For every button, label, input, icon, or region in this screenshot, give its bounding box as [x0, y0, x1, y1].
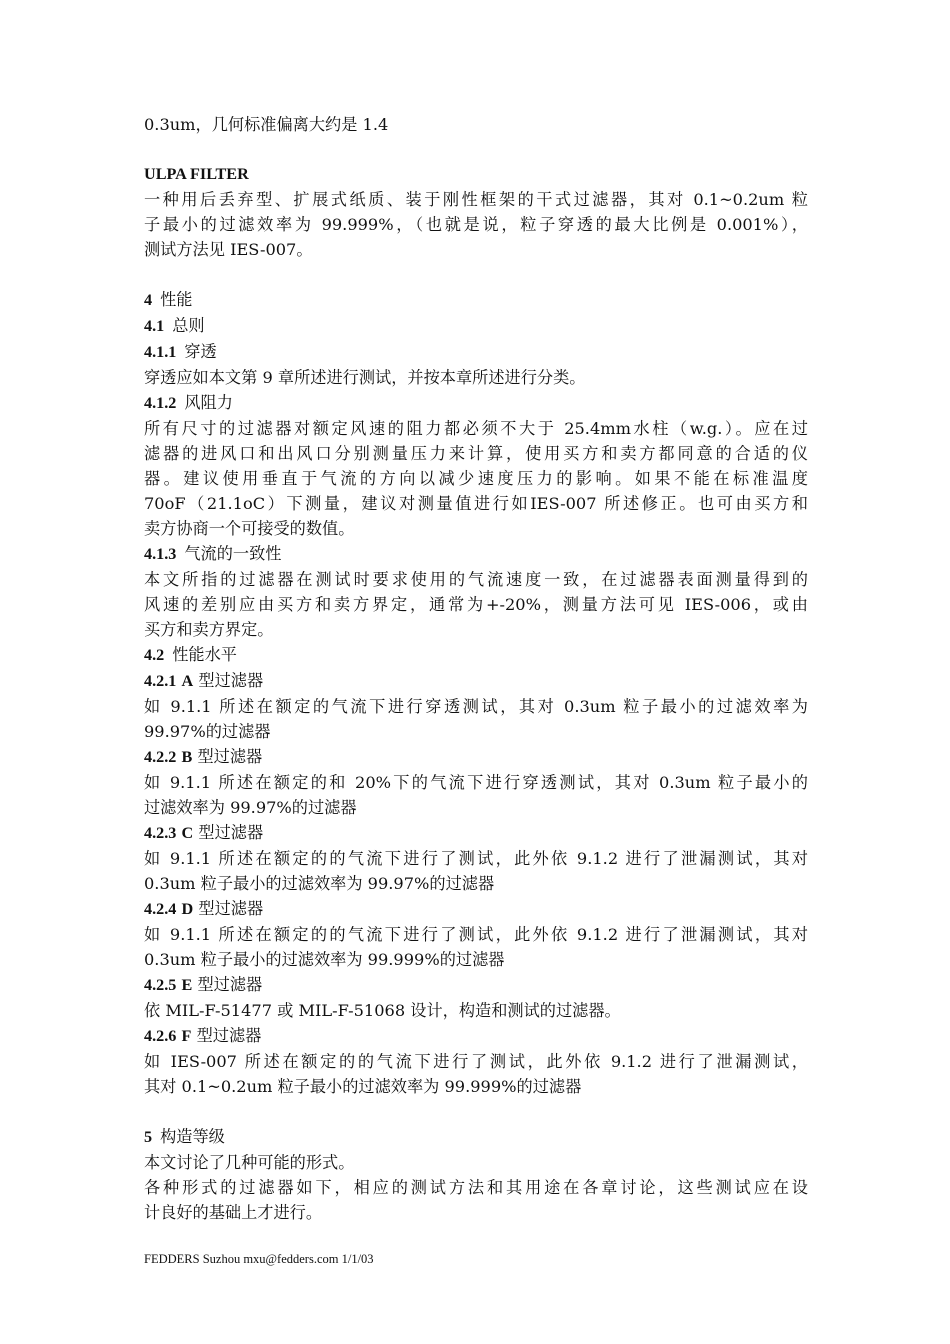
paragraph-line: 滤器的进风口和出风口分别测量压力来计算，使用买方和卖方都同意的合适的仪 — [144, 444, 808, 463]
section-number: 4.1.1 — [144, 343, 177, 361]
section-number: 4.2.5 — [144, 976, 177, 994]
filter-type-letter: E — [181, 976, 193, 994]
section-number: 4.2 — [144, 646, 165, 664]
paragraph-line: 本文讨论了几种可能的形式。 — [144, 1153, 355, 1172]
paragraph-line: 风速的差别应由买方和卖方界定，通常为+-20%，测量方法可见 IES-006，或由 — [144, 595, 808, 614]
filter-type-letter: F — [181, 1027, 192, 1045]
section-title: 性能水平 — [172, 645, 237, 664]
filter-type-a-heading — [144, 668, 808, 694]
paragraph-line: 计良好的基础上才进行。 — [144, 1203, 323, 1222]
intro-line: 0.3um，几何标准偏离大约是 1.4 — [144, 115, 389, 134]
spacer — [144, 137, 808, 162]
paragraph-line: 本文所指的过滤器在测试时要求使用的气流速度一致，在过滤器表面测量得到的 — [144, 570, 808, 589]
section-4-1-3-heading — [144, 541, 808, 567]
section-4-1-2-heading — [144, 390, 808, 416]
paragraph-line: 其对 0.1~0.2um 粒子最小的过滤效率为 99.999%的过滤器 — [144, 1077, 582, 1096]
document-body — [144, 112, 808, 1225]
page-footer: FEDDERS Suzhou mxu@fedders.com 1/1/03 — [144, 1252, 374, 1266]
section-title: 风阻力 — [184, 393, 233, 412]
section-number: 4 — [144, 291, 153, 309]
paragraph-line: 0.3um 粒子最小的过滤效率为 99.97%的过滤器 — [144, 874, 495, 893]
section-number: 4.2.1 — [144, 672, 177, 690]
section-title: 总则 — [172, 316, 205, 335]
paragraph-line: 卖方协商一个可接受的数值。 — [144, 519, 355, 538]
spacer — [144, 262, 808, 287]
paragraph-line: 如 IES-007 所述在额定的的气流下进行了测试，此外依 9.1.2 进行了泄漏测试， — [144, 1052, 808, 1071]
section-number: 4.2.6 — [144, 1027, 177, 1045]
filter-type-c-heading — [144, 820, 808, 846]
section-number: 4.1.2 — [144, 394, 177, 412]
section-4-1-heading — [144, 313, 808, 339]
paragraph-line: 如 9.1.1 所述在额定的的气流下进行了测试，此外依 9.1.2 进行了泄漏测试，其对 — [144, 925, 808, 944]
paragraph-line: 70oF（21.1oC）下测量，建议对测量值进行如IES-007 所述修正。也可由买方和 — [144, 494, 808, 513]
filter-type-d-heading — [144, 896, 808, 922]
ulpa-line-3: 测试方法见 IES-007。 — [144, 240, 313, 259]
ulpa-line-1: 一种用后丢弃型、扩展式纸质、装于刚性框架的干式过滤器，其对 0.1~0.2um 粒 — [144, 190, 808, 209]
section-title: 型过滤器 — [196, 1026, 262, 1045]
paragraph-line: 依 MIL-F-51477 或 MIL-F-51068 设计，构造和测试的过滤器。 — [144, 1001, 621, 1020]
section-number: 4.2.3 — [144, 824, 177, 842]
section-title: 型过滤器 — [197, 747, 263, 766]
paragraph-line: 0.3um 粒子最小的过滤效率为 99.999%的过滤器 — [144, 950, 505, 969]
section-number: 4.1 — [144, 317, 165, 335]
section-title: 型过滤器 — [197, 975, 263, 994]
ulpa-line-2: 子最小的过滤效率为 99.999%，（也就是说，粒子穿透的最大比例是 0.001%）， — [144, 215, 808, 234]
spacer — [144, 1099, 808, 1124]
section-4-heading — [144, 287, 808, 313]
paragraph-line: 买方和卖方界定。 — [144, 620, 274, 639]
section-title: 气流的一致性 — [184, 544, 282, 563]
paragraph-line: 穿透应如本文第 9 章所述进行测试，并按本章所述进行分类。 — [144, 368, 586, 387]
section-number: 5 — [144, 1128, 153, 1146]
section-number: 4.2.2 — [144, 748, 177, 766]
section-number: 4.2.4 — [144, 900, 177, 918]
paragraph-line: 过滤效率为 99.97%的过滤器 — [144, 798, 357, 817]
section-title: 性能 — [160, 290, 193, 309]
section-title: 构造等级 — [160, 1127, 225, 1146]
paragraph-line: 器。建议使用垂直于气流的方向以减少速度压力的影响。如果不能在标准温度 — [144, 469, 808, 488]
paragraph-line: 如 9.1.1 所述在额定的的气流下进行了测试，此外依 9.1.2 进行了泄漏测试，其对 — [144, 849, 808, 868]
filter-type-e-heading — [144, 972, 808, 998]
filter-type-f-heading — [144, 1023, 808, 1049]
filter-type-letter: A — [181, 672, 194, 690]
paragraph-line: 99.97%的过滤器 — [144, 722, 271, 741]
section-title: 型过滤器 — [198, 671, 264, 690]
filter-type-letter: B — [181, 748, 193, 766]
section-4-2-heading — [144, 642, 808, 668]
filter-type-letter: C — [181, 824, 194, 842]
section-title: 穿透 — [184, 342, 217, 361]
section-title: 型过滤器 — [198, 823, 264, 842]
paragraph-line: 如 9.1.1 所述在额定的气流下进行穿透测试，其对 0.3um 粒子最小的过滤效率为 — [144, 697, 808, 716]
paragraph-line: 如 9.1.1 所述在额定的和 20%下的气流下进行穿透测试，其对 0.3um 粒子最小的 — [144, 773, 808, 792]
filter-type-b-heading — [144, 744, 808, 770]
paragraph-line: 各种形式的过滤器如下，相应的测试方法和其用途在各章讨论，这些测试应在设 — [144, 1178, 808, 1197]
filter-type-letter: D — [181, 900, 194, 918]
section-4-1-1-heading — [144, 339, 808, 365]
ulpa-heading: ULPA FILTER — [144, 165, 249, 183]
section-5-heading — [144, 1124, 808, 1150]
section-title: 型过滤器 — [198, 899, 264, 918]
paragraph-line: 所有尺寸的过滤器对额定风速的阻力都必须不大于 25.4mm水柱（w.g.）。应在过 — [144, 419, 808, 438]
section-number: 4.1.3 — [144, 545, 177, 563]
